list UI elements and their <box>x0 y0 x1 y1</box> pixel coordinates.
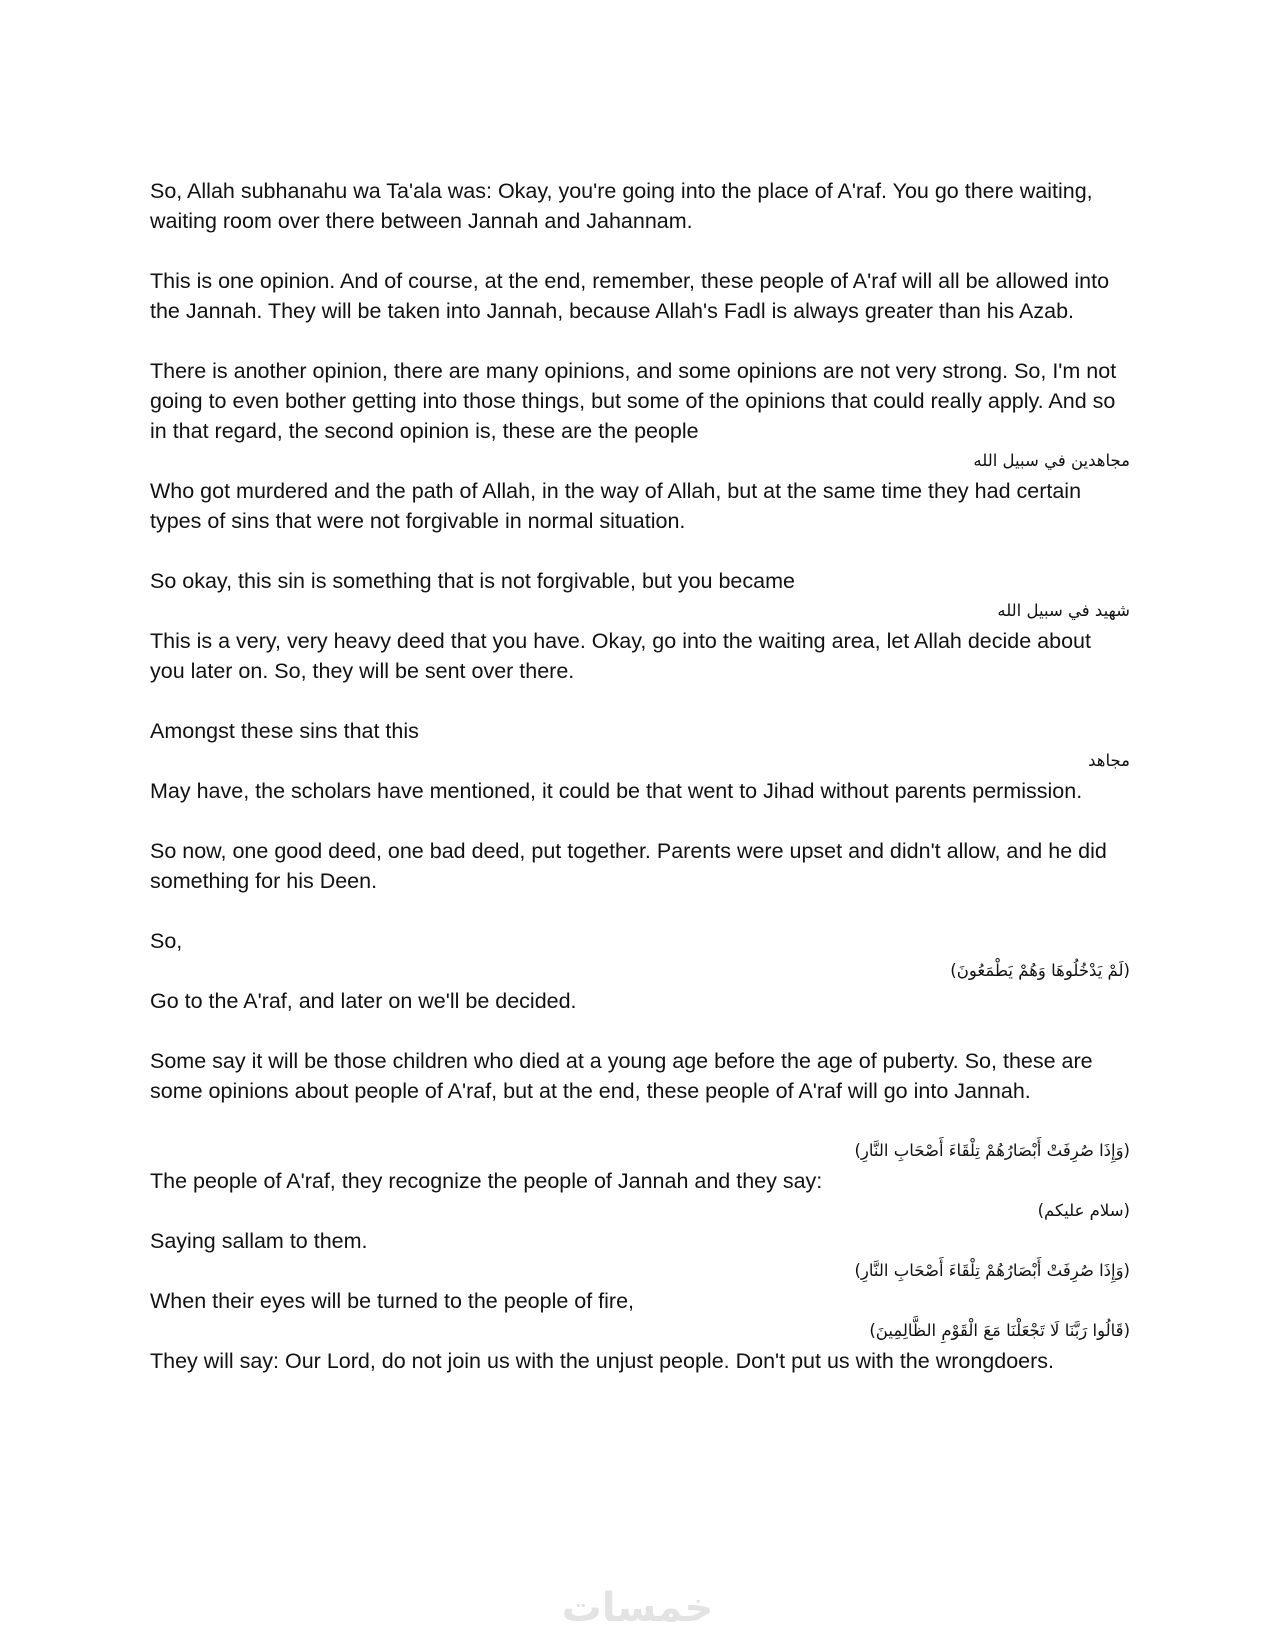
paragraph-4: Who got murdered and the path of Allah, in the way of Allah, but at the same time they had certain types of sins that were not forgivable in normal situation. <box>150 479 1082 533</box>
paragraph-6: This is a very, very heavy deed that you have. Okay, go into the waiting area, let Allah decide about you later on. So, they will be sent over there. <box>150 629 1091 683</box>
paragraph-16: They will say: Our Lord, do not join us with the unjust people. Don't put us with the wrongdoers. <box>150 1349 1055 1373</box>
paragraph-gap <box>150 1016 1130 1046</box>
arabic-line-8: (قَالُوا رَبَّنَا لَا تَجْعَلْنَا مَعَ الْقَوْمِ الظَّالِمِينَ) <box>869 1321 1130 1340</box>
paragraph-gap <box>150 896 1130 926</box>
paragraph-12: Some say it will be those children who died at a young age before the age of puberty. So, these are some opinions about people of A'raf, but at the end, these people of A'raf will go into Jannah. <box>150 1049 1093 1103</box>
paragraph-9: So now, one good deed, one bad deed, put together. Parents were upset and didn't allow, and he did something for his Deen. <box>150 839 1107 893</box>
arabic-line-2: شهيد في سبيل الله <box>997 601 1130 620</box>
paragraph-1: So, Allah subhanahu wa Ta'ala was: Okay, you're going into the place of A'raf. You go there waiting, waiting room over there between Jannah and Jahannam. <box>150 179 1093 233</box>
paragraph-7: Amongst these sins that this <box>150 719 419 743</box>
paragraph-2: This is one opinion. And of course, at the end, remember, these people of A'raf will all be allowed into the Jannah. They will be taken into Jannah, because Allah's Fadl is always greater than his Azab. <box>150 269 1110 323</box>
paragraph-gap <box>150 236 1130 266</box>
paragraph-8: May have, the scholars have mentioned, it could be that went to Jihad without parents permission. <box>150 779 1083 803</box>
paragraph-5: So okay, this sin is something that is not forgivable, but you became <box>150 569 795 593</box>
arabic-line-3: مجاهد <box>1088 751 1130 770</box>
arabic-line-5: (وَإِذَا صُرِفَتْ أَبْصَارُهُمْ تِلْقَاءَ أَصْحَابِ النَّارِ) <box>854 1141 1130 1160</box>
paragraph-15: When their eyes will be turned to the people of fire, <box>150 1289 635 1313</box>
arabic-line-6: (سلام عليكم) <box>1037 1201 1130 1220</box>
paragraph-11: Go to the A'raf, and later on we'll be decided. <box>150 989 577 1013</box>
document-body <box>150 176 1130 1376</box>
paragraph-14: Saying sallam to them. <box>150 1229 368 1253</box>
arabic-line-4: (لَمْ يَدْخُلُوهَا وَهُمْ يَطْمَعُونَ) <box>950 961 1130 980</box>
watermark-logo: خمسات <box>561 1585 714 1631</box>
paragraph-3: There is another opinion, there are many opinions, and some opinions are not very strong. So, I'm not going to even bother getting into those things, but some of the opinions that could really apply. And so in that regard, the second opinion is, these are the people <box>150 359 1117 443</box>
paragraph-gap <box>150 536 1130 566</box>
paragraph-13: The people of A'raf, they recognize the people of Jannah and they say: <box>150 1169 823 1193</box>
arabic-line-1: مجاهدين في سبيل الله <box>973 451 1130 470</box>
paragraph-gap <box>150 686 1130 716</box>
paragraph-gap <box>150 326 1130 356</box>
paragraph-gap <box>150 1106 1130 1136</box>
paragraph-10: So, <box>150 929 183 953</box>
paragraph-gap <box>150 806 1130 836</box>
arabic-line-7: (وَإِذَا صُرِفَتْ أَبْصَارُهُمْ تِلْقَاءَ أَصْحَابِ النَّارِ) <box>854 1261 1130 1280</box>
